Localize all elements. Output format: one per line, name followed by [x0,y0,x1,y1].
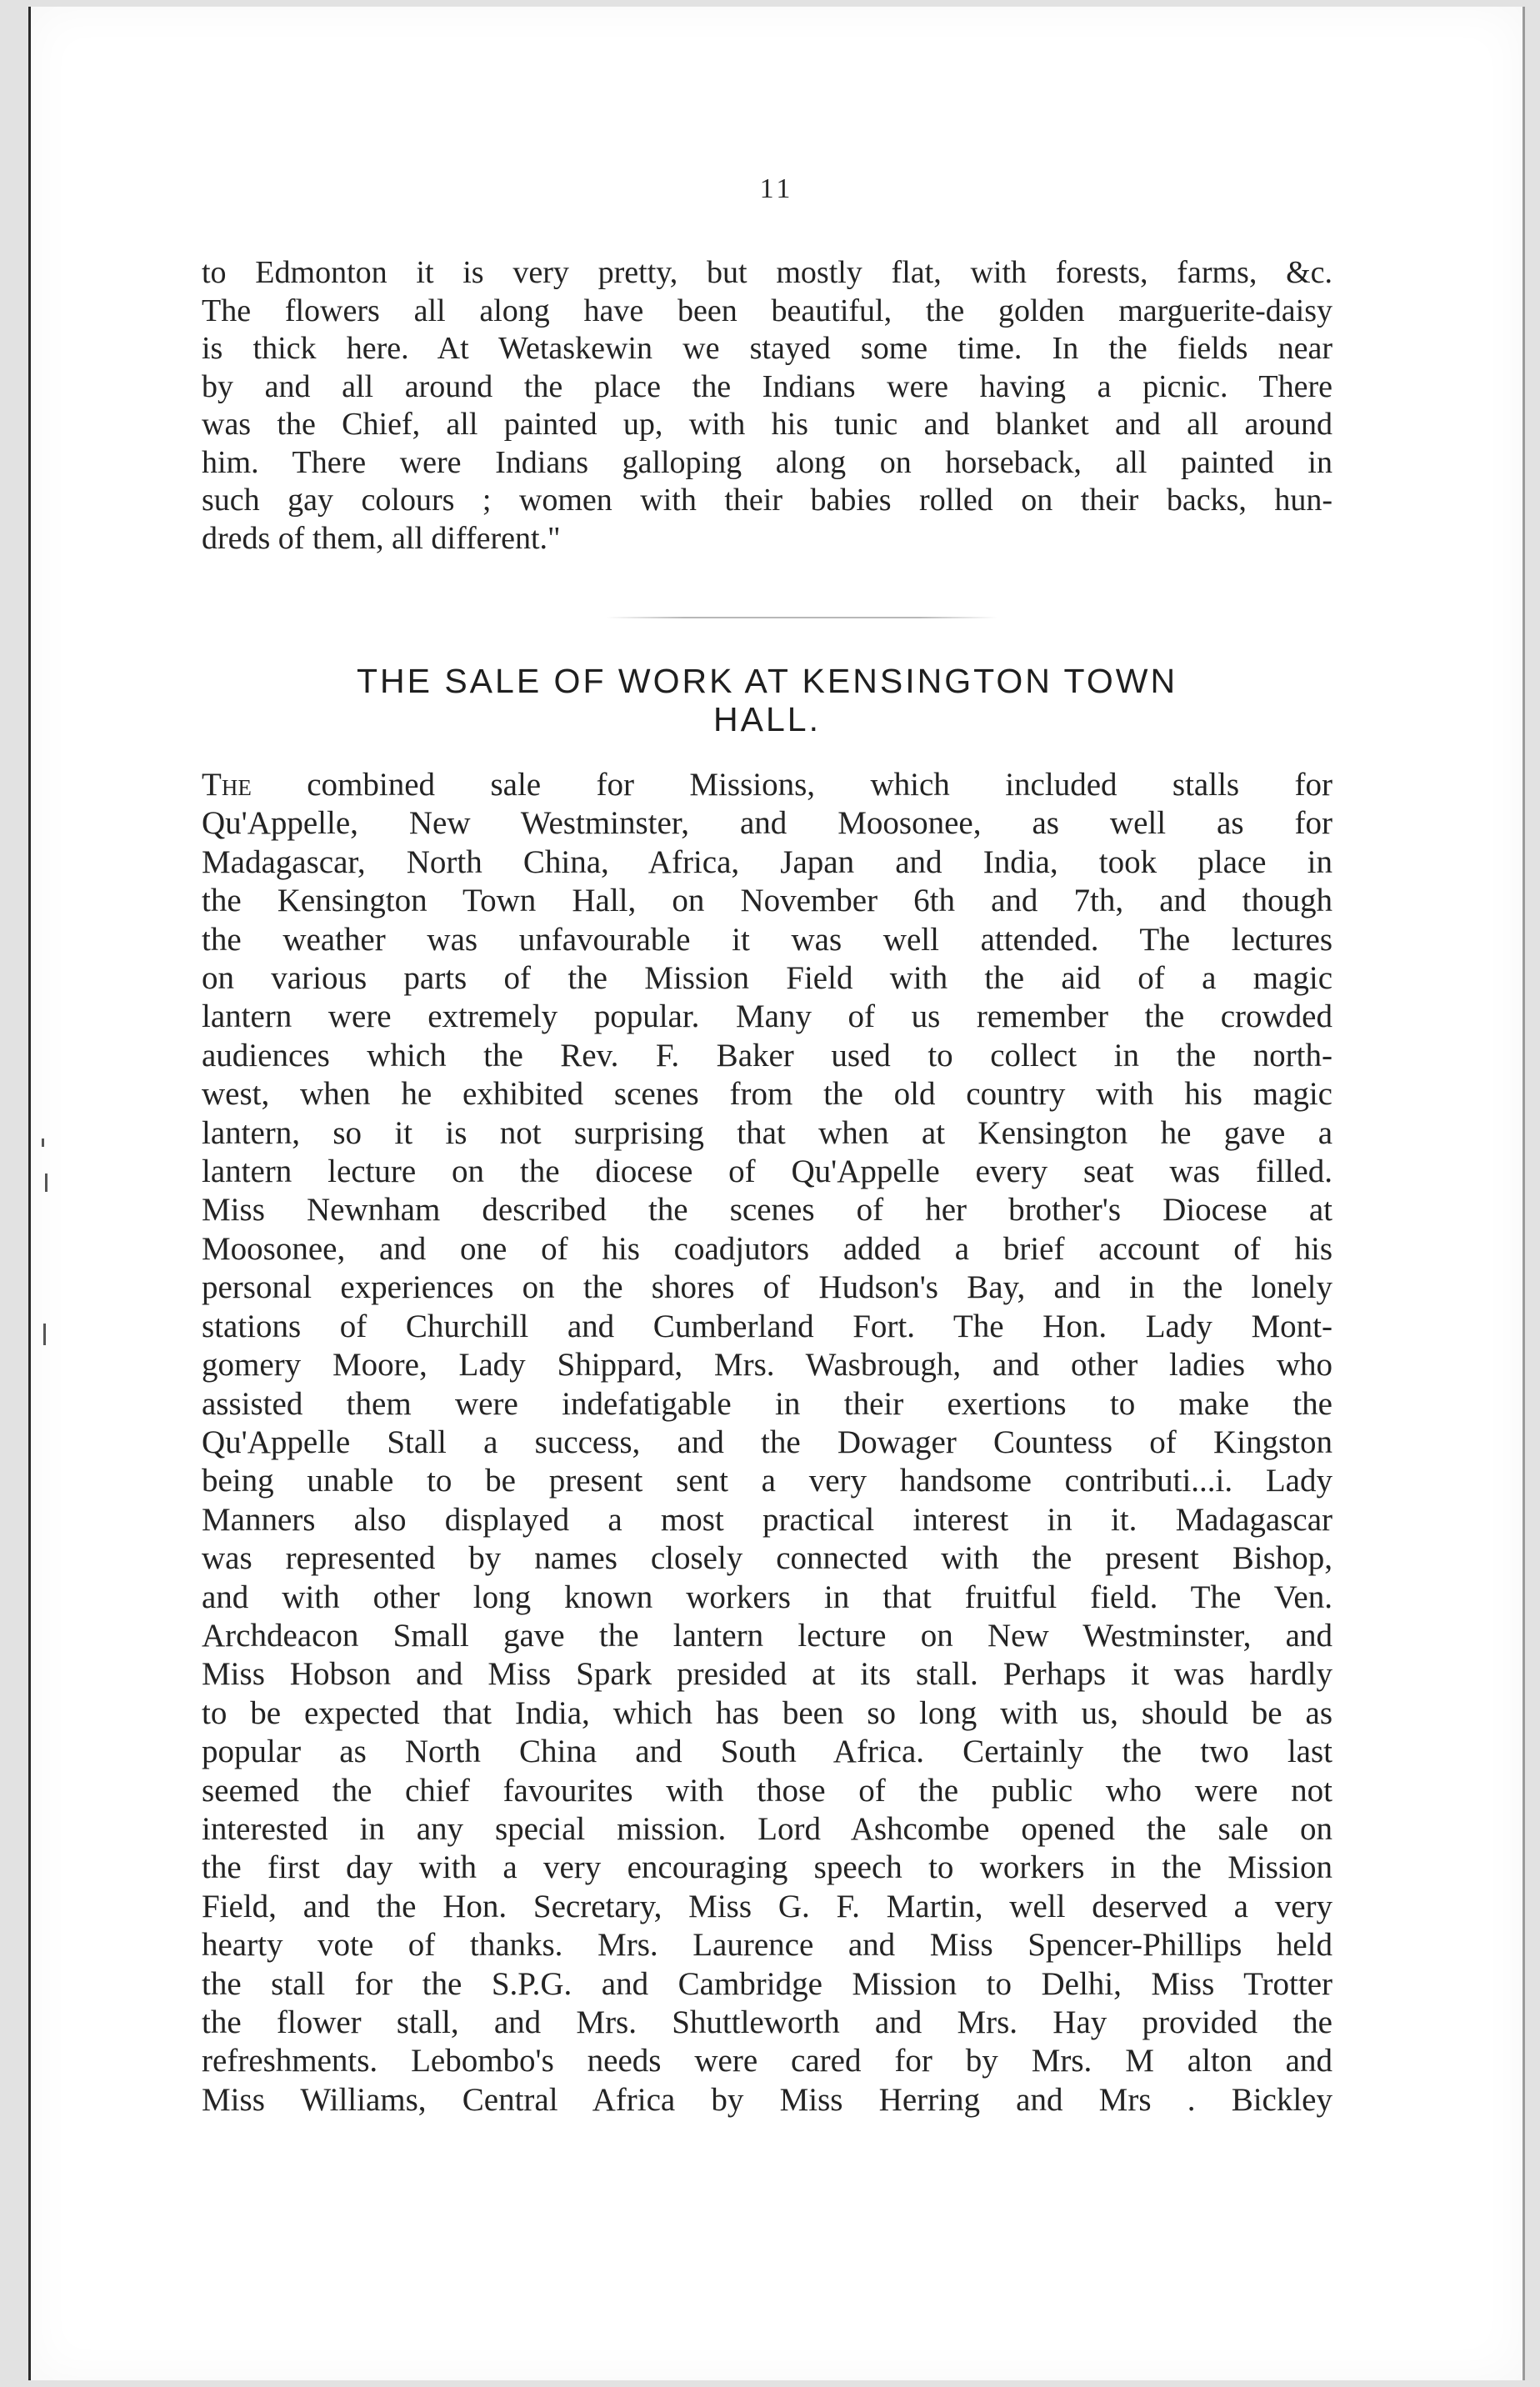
article-line: assisted them were indefatigable in their exertions to make the [202,1385,1332,1422]
article-first-line-text: combined sale for Missions, which included stalls for [251,767,1332,803]
article-line: audiences which the Rev. F. Baker used to collect in the north- [202,1037,1332,1073]
article-line: Miss Newnham described the scenes of her brother's Diocese at [202,1192,1332,1229]
article-line: stations of Churchill and Cumberland Fort. The Hon. Lady Mont- [202,1308,1332,1344]
intro-line: is thick here. At Wetaskewin we stayed some time. In the fields near [202,331,1332,366]
intro-line: by and all around the place the Indians were having a picnic. There [202,368,1332,404]
article-line: personal experiences on the shores of Hudson's Bay, and in the lonely [202,1269,1332,1306]
article-line: to be expected that India, which has been so long with us, should be as [202,1694,1332,1731]
article-line: Manners also displayed a most practical interest in it. Madagascar [202,1501,1332,1538]
article-line: seemed the chief favourites with those of the public who were not [202,1772,1332,1809]
article-line: Madagascar, North China, Africa, Japan and India, took place in [202,843,1332,880]
article-line: Miss Hobson and Miss Spark presided at its stall. Perhaps it was hardly [202,1656,1332,1693]
article-line: popular as North China and South Africa. Certainly the two last [202,1734,1332,1770]
article-line: on various parts of the Mission Field with the aid of a magic [202,960,1332,997]
book-page [28,7,1525,2380]
article-line: the stall for the S.P.G. and Cambridge Mission to Delhi, Miss Trotter [202,1965,1332,2002]
article-line: being unable to be present sent a very handsome contributi...i. Lady [202,1463,1332,1499]
article-line: refreshments. Lebombo's needs were cared for by Mrs. M alton and [202,2043,1332,2079]
article-line: Archdeacon Small gave the lantern lecture on New Westminster, and [202,1617,1332,1654]
article-line: Qu'Appelle, New Westminster, and Moosonee, as well as for [202,805,1332,842]
article-line: was represented by names closely connected with the present Bishop, [202,1540,1332,1577]
margin-mark-upper [42,1138,44,1147]
article-line: lantern lecture on the diocese of Qu'Appelle every seat was filled. [202,1153,1332,1190]
article-line: Miss Williams, Central Africa by Miss Herring and Mrs . Bickley [202,2081,1332,2118]
margin-mark-lower [43,1324,46,1345]
article-line: lantern were extremely popular. Many of us remember the crowded [202,998,1332,1035]
article-first-line [202,766,1332,804]
intro-line: dreds of them, all different." [202,520,561,556]
heading-line: HALL. [713,700,821,738]
article-line: the first day with a very encouraging speech to workers in the Mission [202,1849,1332,1886]
article-line: the Kensington Town Hall, on November 6th and 7th, and though [202,883,1332,919]
article-line: Field, and the Hon. Secretary, Miss G. F. Martin, well deserved a very [202,1888,1332,1924]
article-line: Moosonee, and one of his coadjutors added a brief account of his [202,1230,1332,1267]
intro-line: such gay colours ; women with their babies rolled on their backs, hun- [202,483,1332,518]
intro-line: The flowers all along have been beautiful, the golden marguerite-daisy [202,293,1332,328]
article-line: the flower stall, and Mrs. Shuttleworth and Mrs. Hay provided the [202,2004,1332,2040]
article-body [202,766,1332,2119]
article-line: gomery Moore, Lady Shippard, Mrs. Wasbrough, and other ladies who [202,1347,1332,1384]
heading-line: THE SALE OF WORK AT KENSINGTON TOWN [356,662,1178,700]
section-divider [606,617,998,618]
article-line: the weather was unfavourable it was well attended. The lectures [202,921,1332,958]
intro-paragraph [202,254,1332,558]
article-first-word: The [202,767,252,803]
margin-mark-middle [45,1173,48,1192]
page-number: 11 [759,173,794,204]
intro-line: was the Chief, all painted up, with his tunic and blanket and all around [202,407,1332,442]
article-heading [202,662,1332,738]
article-line: and with other long known workers in that fruitful field. The Ven. [202,1579,1332,1615]
intro-line: him. There were Indians galloping along on horseback, all painted in [202,444,1332,480]
intro-line: to Edmonton it is very pretty, but mostly flat, with forests, farms, &c. [202,255,1332,290]
article-line: lantern, so it is not surprising that when at Kensington he gave a [202,1114,1332,1151]
article-line: interested in any special mission. Lord Ashcombe opened the sale on [202,1810,1332,1847]
article-line: west, when he exhibited scenes from the old country with his magic [202,1076,1332,1113]
article-line: Qu'Appelle Stall a success, and the Dowager Countess of Kingston [202,1424,1332,1460]
article-line: hearty vote of thanks. Mrs. Laurence and Miss Spencer-Phillips held [202,1927,1332,1964]
